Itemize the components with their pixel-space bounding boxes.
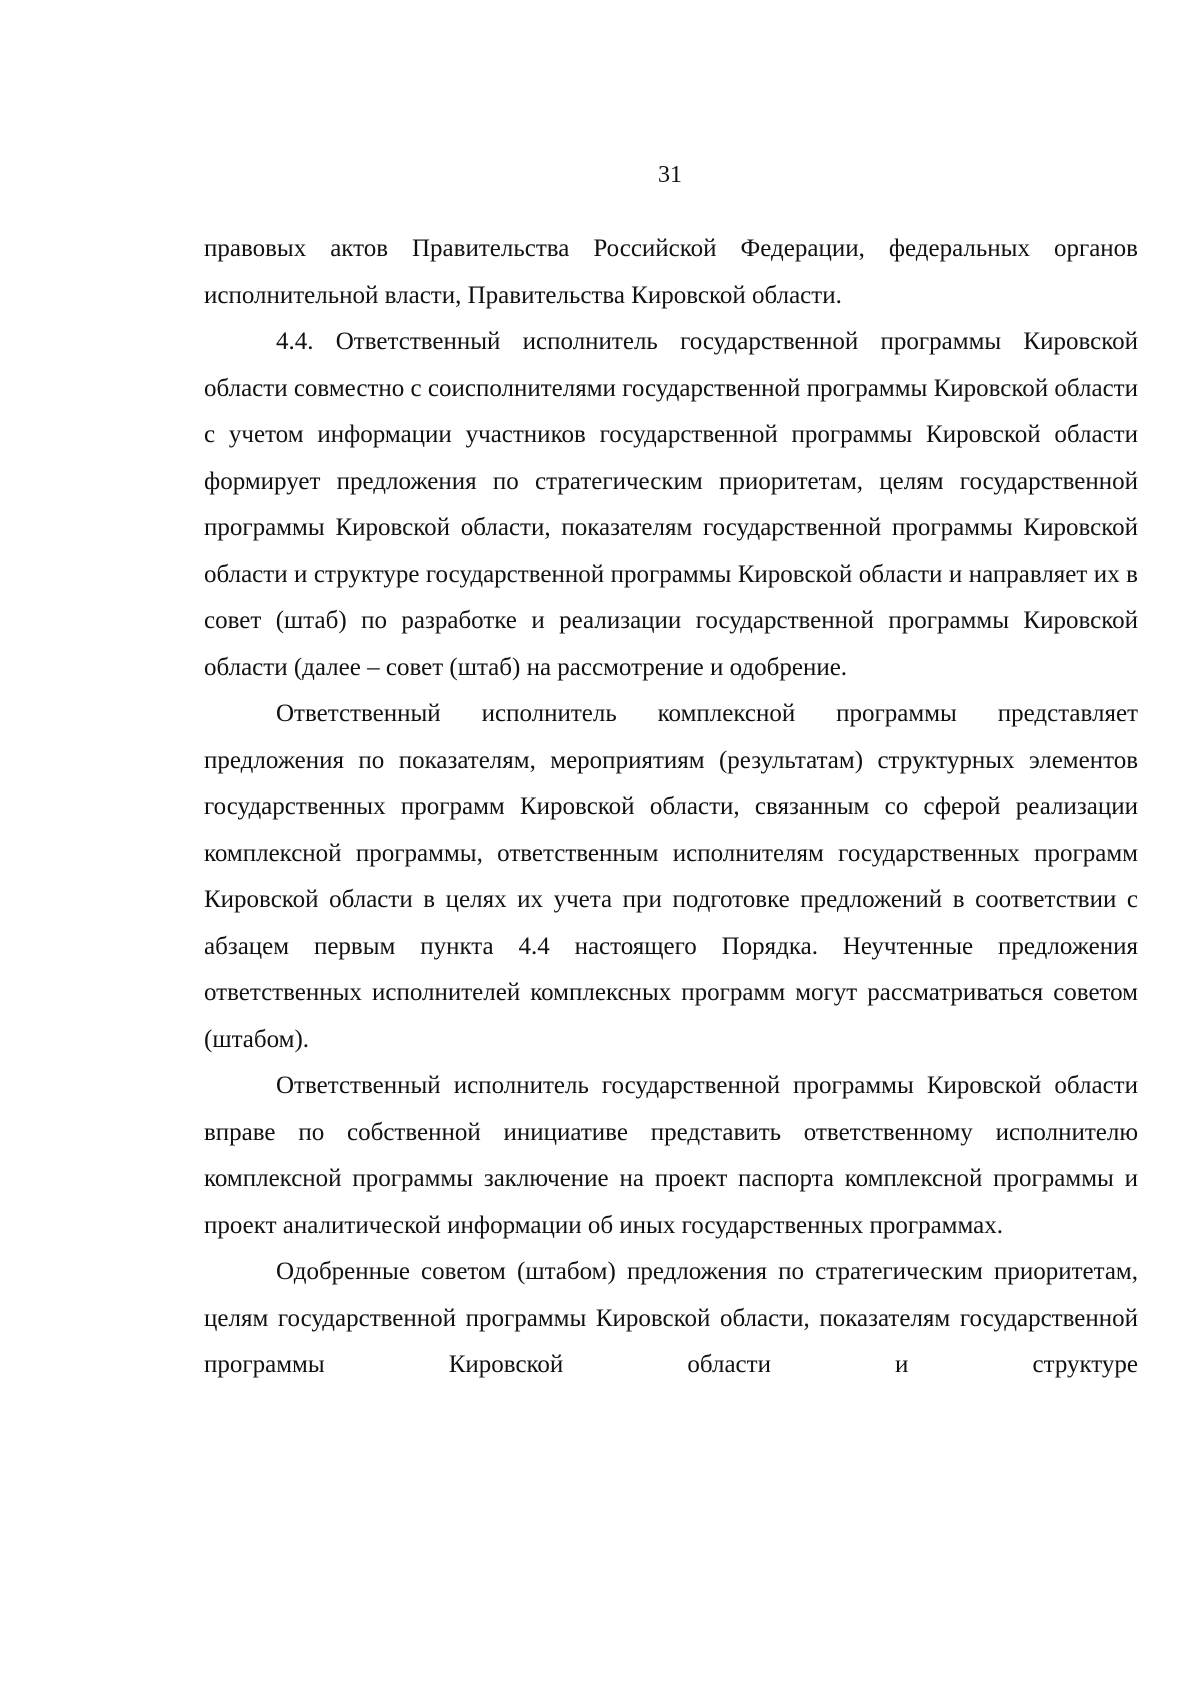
page-number: 31 (658, 162, 682, 188)
document-body (204, 226, 1138, 1389)
paragraph-3: Ответственный исполнитель комплексной программы представляет предложения по показателям, мероприятиям (результатам) структурных элементов государственных программ Кировской области, связанным со сферой реализации комплексной программы, ответственным исполнителям государственных программ Кировской области в целях их учета при подготовке предложений в соответствии с абзацем первым пункта 4.4 настоящего Порядка. Неучтенные предложения ответственных исполнителей комплексных программ могут рассматриваться советом (штабом). (204, 700, 1138, 1053)
paragraph-5: Одобренные советом (штабом) предложения по стратегическим приоритетам, целям государственной программы Кировской области, показателям государственной программы Кировской области и структуре (204, 1258, 1138, 1378)
paragraph-4: Ответственный исполнитель государственной программы Кировской области вправе по собственной инициативе представить ответственному исполнителю комплексной программы заключение на проект паспорта комплексной программы и проект аналитической информации об иных государственных программах. (204, 1072, 1138, 1239)
paragraph-1: правовых актов Правительства Российской Федерации, федеральных органов исполнительной власти, Правительства Кировской области. (204, 235, 1138, 309)
paragraph-2: 4.4. Ответственный исполнитель государственной программы Кировской области совместно с соисполнителями государственной программы Кировской области с учетом информации участников государственной программы Кировской области формирует предложения по стратегическим приоритетам, целям государственной программы Кировской области, показателям государственной программы Кировской области и структуре государственной программы Кировской области и направляет их в совет (штаб) по разработке и реализации государственной программы Кировской области (далее – совет (штаб) на рассмотрение и одобрение. (204, 328, 1138, 681)
